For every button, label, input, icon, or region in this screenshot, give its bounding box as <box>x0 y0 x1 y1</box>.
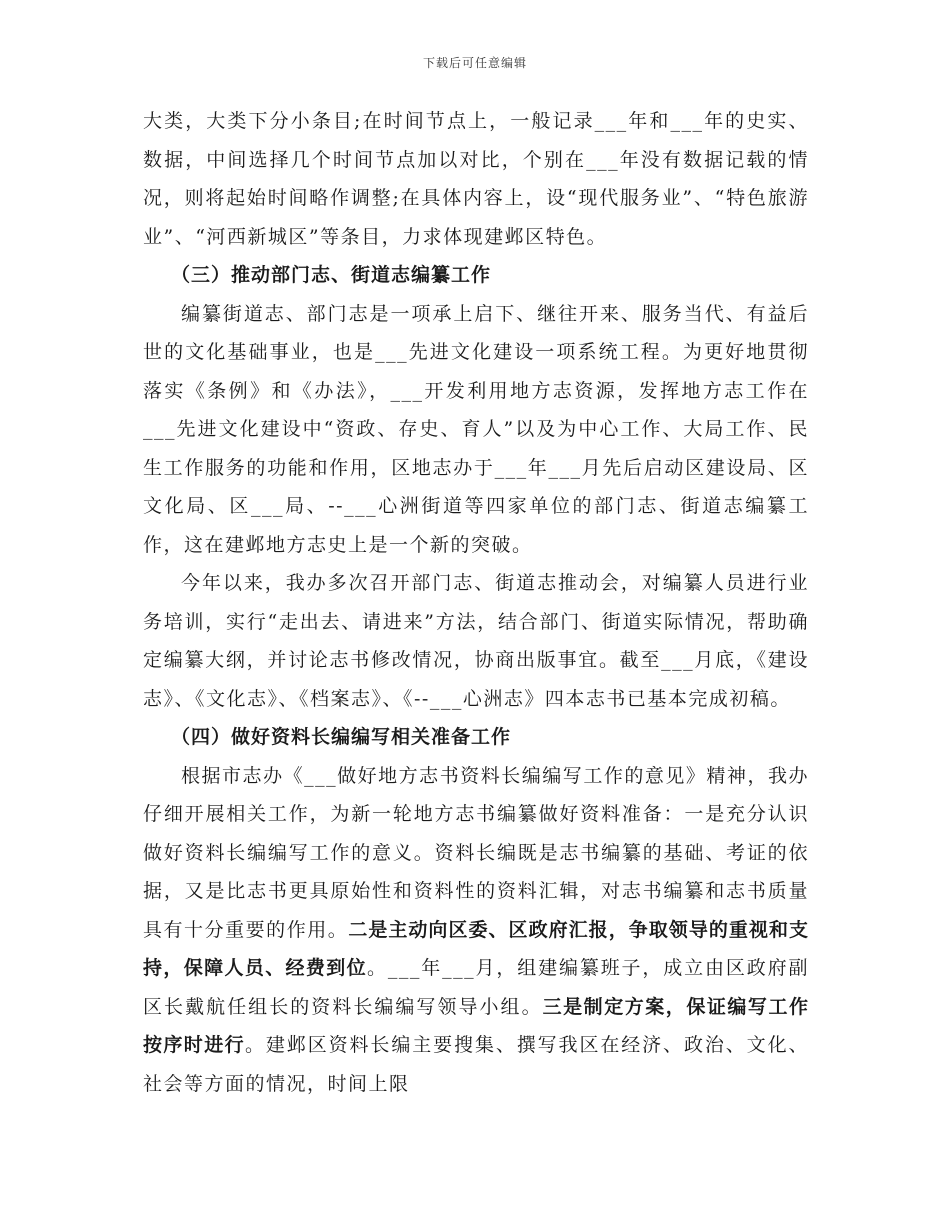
paragraph-categories: 大类，大类下分小条目;在时间节点上，一般记录___年和___年的史实、数据，中间选择几个时间节点加以对比，个别在___年没有数据记载的情况，则将起始时间略作调整;在具体内容上，设“现代服务业”、“特色旅游业”、“河西新城区”等条目，力求体现建邺区特色。 <box>143 110 809 248</box>
paragraph-progress: 今年以来，我办多次召开部门志、街道志推动会，对编纂人员进行业务培训，实行“走出去、请进来”方法，结合部门、街道实际情况，帮助确定编纂大纲，并讨论志书修改情况，协商出版事宜。截至___月底，《建设志》、《文化志》、《档案志》、《--___心洲志》四本志书已基本完成初稿。 <box>143 572 809 710</box>
document-body <box>143 102 809 1103</box>
bold-point-three: 三是制定方案，保证编写工作按序时进行 <box>143 995 809 1056</box>
paragraph-text-part2: 。___年___月，组建编纂班子，成立由区政府副区长戴航任组长的资料长编编写领导小组。 <box>143 957 809 1018</box>
page-header: 下载后可任意编辑 <box>422 56 527 70</box>
paragraph-text-part1: 根据市志办《___做好地方志书资料长编编写工作的意见》精神，我办仔细开展相关工作，为新一轮地方志书编纂做好资料准备：一是充分认识做好资料长编编写工作的意义。资料长编既是志书编纂的基础、考证的依据，又是比志书更具原始性和资料性的资料汇辑，对志书编纂和志书质量具有十分重要的作用。 <box>143 764 809 941</box>
paragraph-data-compilation <box>143 757 809 1104</box>
bold-point-two: 二是主动向区委、区政府汇报，争取领导的重视和支持，保障人员、经费到位 <box>143 918 809 979</box>
paragraph-compilation: 编纂街道志、部门志是一项承上启下、继往开来、服务当代、有益后世的文化基础事业，也是___先进文化建设一项系统工程。为更好地贯彻落实《条例》和《办法》，___开发利用地方志资源，发挥地方志工作在___先进文化建设中“资政、存史、育人”以及为中心工作、大局工作、民生工作服务的功能和作用，区地志办于___年___月先后启动区建设局、区文化局、区___局、--___心洲街道等四家单位的部门志、街道志编纂工作，这在建邺地方志史上是一个新的突破。 <box>143 302 809 556</box>
paragraph-text-part3: 。建邺区资料长编主要搜集、撰写我区在经济、政治、文化、社会等方面的情况，时间上限 <box>143 1034 809 1095</box>
section-heading-4: （四）做好资料长编编写相关准备工作 <box>171 726 512 748</box>
section-heading-3: （三）推动部门志、街道志编纂工作 <box>171 264 492 286</box>
